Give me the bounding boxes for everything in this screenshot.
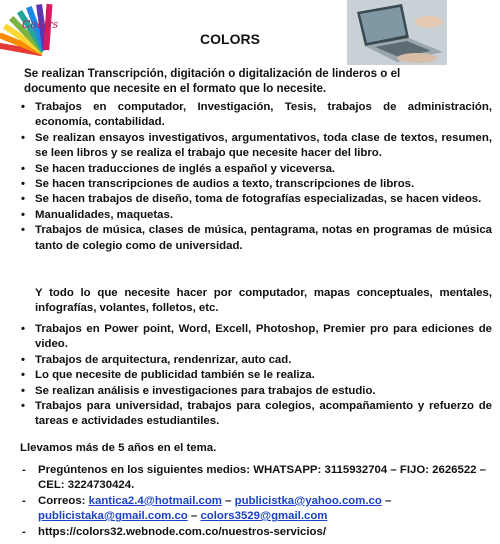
list-item: • Se hacen transcripciones de audios a texto, transcripciones de libros. — [0, 177, 492, 192]
list-item: • Manualidades, maquetas. — [0, 208, 492, 223]
list-item: • Se hacen traducciones de inglés a español y viceversa. — [0, 162, 492, 177]
colors-logo — [0, 0, 64, 60]
list-item: • Trabajos de arquitectura, rendenrizar, auto cad. — [0, 353, 492, 368]
list-item: • Se realizan análisis e investigaciones para trabajos de estudio. — [0, 384, 492, 399]
computer-note: Y todo lo que necesite hacer por computador, mapas conceptuales, mentales, infografías, volantes, folletos, etc. — [35, 287, 492, 315]
list-item: • Lo que necesite de publicidad también se le realiza. — [0, 368, 492, 383]
contact-phones: - Pregúntenos en los siguientes medios: WHATSAPP: 3115932704 – FIJO: 2626522 – CEL: 3224730424. — [0, 463, 490, 494]
list-item: • Se hacen trabajos de diseño, toma de fotografías especializadas, se hacen videos. — [0, 192, 492, 207]
list-item: • Trabajos en Power point, Word, Excell, Photoshop, Premier pro para ediciones de video. — [0, 322, 492, 353]
emails-label: Correos: — [38, 494, 86, 507]
page-title: COLORS — [200, 31, 260, 47]
email-link-yahoo[interactable]: publicistka@yahoo.com.co — [234, 494, 382, 507]
list-item: • Se realizan ensayos investigativos, argumentativos, toda clase de textos, resumen, se leen libros y se realiza el trabajo que necesite hacer del libro. — [0, 131, 492, 162]
contact-emails — [0, 494, 490, 525]
email-link-gmail-colors[interactable]: colors3529@gmail.com — [200, 510, 328, 523]
services-list-b — [0, 322, 492, 430]
separator: – — [190, 510, 198, 523]
list-item: • Trabajos en computador, Investigación, Tesis, trabajos de administración, economía, contabilidad. — [0, 100, 492, 131]
logo-text: Colors — [22, 18, 59, 31]
contact-list — [0, 463, 490, 540]
email-link-hotmail[interactable]: kantica2.4@hotmail.com — [88, 494, 222, 507]
experience-text: Llevamos más de 5 años en el tema. — [20, 442, 217, 454]
separator: – — [225, 494, 232, 507]
email-link-gmail-publicistaka[interactable]: publicistaka@gmail.com.co — [38, 510, 188, 523]
separator: – — [385, 494, 392, 507]
services-list-a — [0, 100, 492, 254]
list-item: • Trabajos para universidad, trabajos para colegios, acompañamiento y refuerzo de tareas e actividades estudiantiles. — [0, 399, 492, 430]
list-item: • Trabajos de música, clases de música, pentagrama, notas en programas de música tanto de colegio como de universidad. — [0, 223, 492, 254]
contact-website[interactable]: - https://colors32.webnode.com.co/nuestros-servicios/ — [0, 525, 490, 540]
intro-text: Se realizan Transcripción, digitación o digitalización de linderos o el documento que necesite en el formato que lo necesite. — [24, 67, 401, 95]
